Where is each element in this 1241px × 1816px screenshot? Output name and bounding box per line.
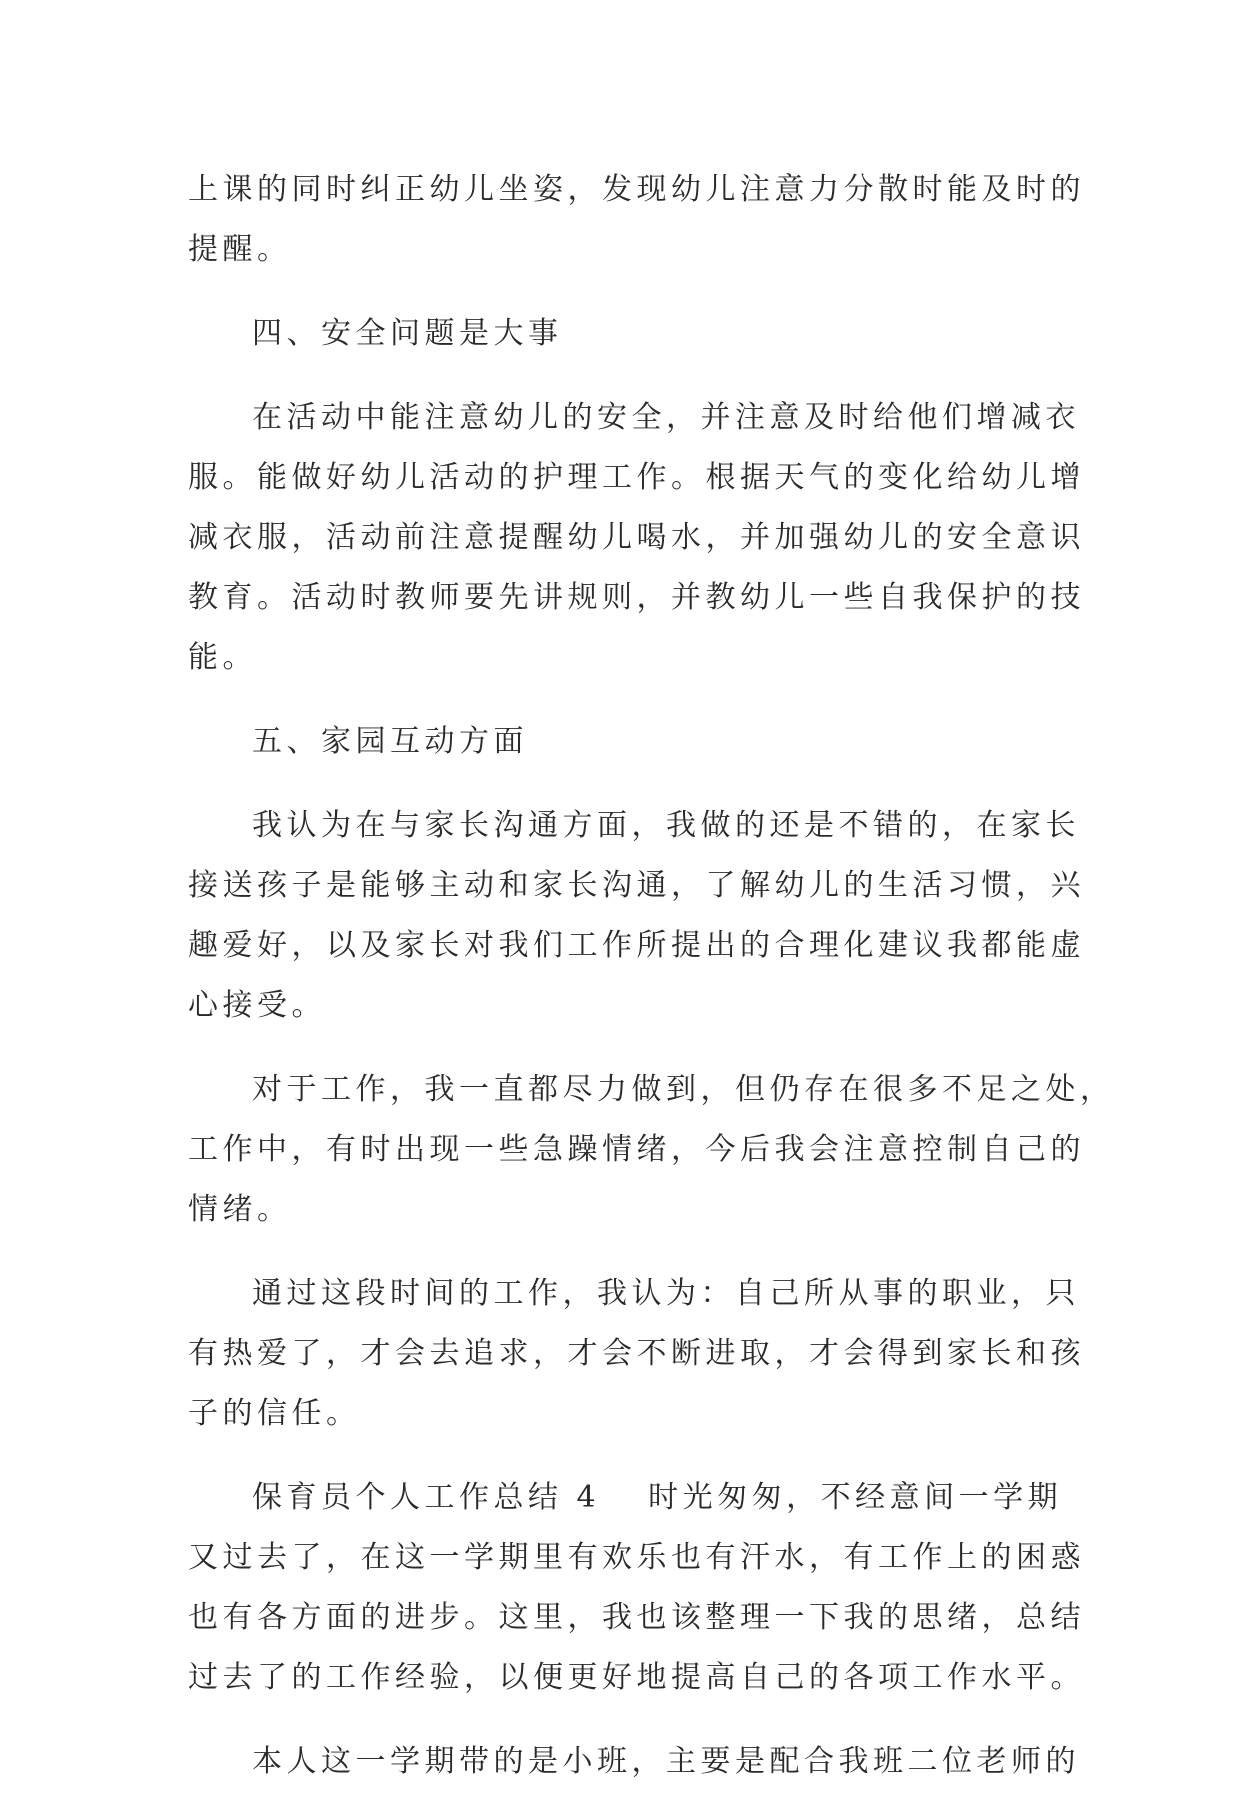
paragraph: [188, 1264, 1085, 1444]
heading-text: 五、家园互动方面: [252, 724, 528, 759]
text-line: 上课的同时纠正幼儿坐姿，发现幼儿注意力分散时能及时的: [188, 172, 1085, 207]
text-line: 对于工作，我一直都尽力做到，但仍存在很多不足之处，: [252, 1072, 1115, 1107]
text-line: 也有各方面的进步。这里，我也该整理一下我的思绪，总结: [188, 1600, 1085, 1635]
paragraph: [188, 796, 1085, 1036]
section-heading: [188, 712, 1058, 772]
document-body: [188, 160, 1115, 1816]
text-line: 通过这段时间的工作，我认为：自己所从事的职业，只: [252, 1276, 1080, 1311]
text-line: 过去了的工作经验，以便更好地提高自己的各项工作水平。: [188, 1660, 1085, 1695]
paragraph: [188, 1732, 1080, 1792]
text-line: 子的信任。: [188, 1396, 361, 1431]
text-fragment: 时光匆匆，不经意间一学期: [648, 1480, 1063, 1515]
paragraph: [188, 1060, 1115, 1240]
text-line: 提醒。: [188, 232, 292, 267]
text-line: 工作中，有时出现一些急躁情绪，今后我会注意控制自己的: [188, 1132, 1085, 1167]
section-heading: [188, 304, 1058, 364]
text-line: 在活动中能注意幼儿的安全，并注意及时给他们增减衣: [252, 400, 1080, 435]
paragraph: [188, 160, 1085, 280]
text-line: 接送孩子是能够主动和家长沟通，了解幼儿的生活习惯，兴: [188, 868, 1085, 903]
text-line: 教育。活动时教师要先讲规则，并教幼儿一些自我保护的技: [188, 580, 1085, 615]
paragraph: [188, 1468, 1085, 1708]
text-line: 能。: [188, 640, 257, 675]
text-line: 服。能做好幼儿活动的护理工作。根据天气的变化给幼儿增: [188, 460, 1085, 495]
text-line: 减衣服，活动前注意提醒幼儿喝水，并加强幼儿的安全意识: [188, 520, 1085, 555]
text-line: 心接受。: [188, 988, 326, 1023]
section-title: 保育员个人工作总结 4: [252, 1480, 601, 1515]
paragraph: [188, 388, 1085, 688]
heading-text: 四、安全问题是大事: [252, 316, 563, 351]
text-line: [188, 1468, 1063, 1528]
text-line: 情绪。: [188, 1192, 292, 1227]
text-line: 又过去了，在这一学期里有欢乐也有汗水，有工作上的困惑: [188, 1540, 1085, 1575]
text-line: 本人这一学期带的是小班，主要是配合我班二位老师的: [252, 1744, 1080, 1779]
text-line: 趣爱好，以及家长对我们工作所提出的合理化建议我都能虚: [188, 928, 1085, 963]
text-line: 有热爱了，才会去追求，才会不断进取，才会得到家长和孩: [188, 1336, 1085, 1371]
text-line: 我认为在与家长沟通方面，我做的还是不错的，在家长: [252, 808, 1080, 843]
